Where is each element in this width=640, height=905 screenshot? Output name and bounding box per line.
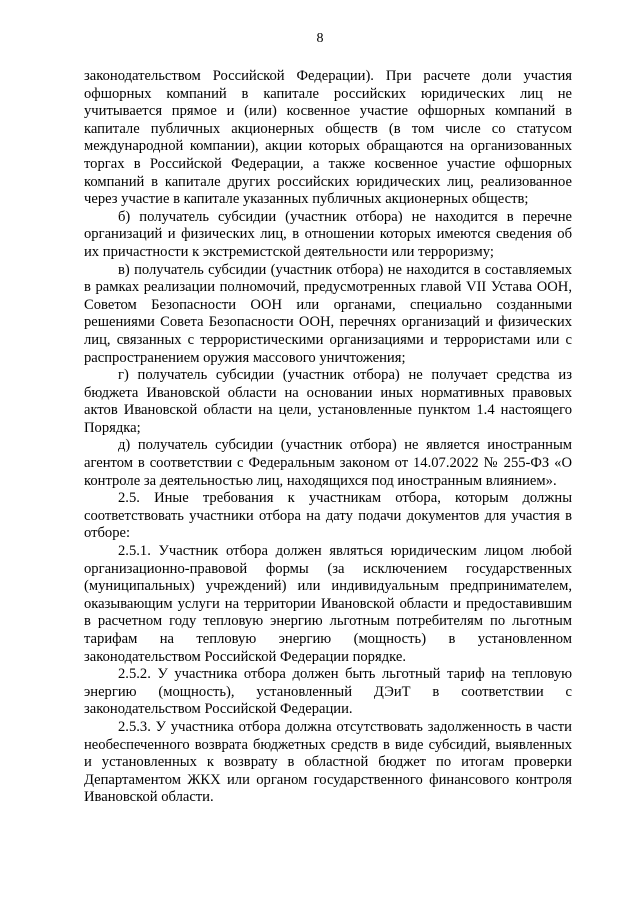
paragraph-2-5-3: 2.5.3. У участника отбора должна отсутствовать задолженность в части необеспеченного возврата бюджетных средств в виде субсидий, выявленных и установленных к возврату в областной бюджет по итогам проверки Департаментом ЖКХ или органом государственного финансового контроля Ивановской области. [84, 718, 572, 806]
document-body [84, 68, 572, 807]
page-number: 8 [316, 31, 324, 46]
paragraph-item-v: в) получатель субсидии (участник отбора) не находится в составляемых в рамках реализации полномочий, предусмотренных главой VII Устава ООН, Советом Безопасности ООН или органами, специально созданными решениями Совета Безопасности ООН, перечнях организаций и физических лиц, связанных с террористическими организациями и террористами или с распространением оружия массового уничтожения; [84, 261, 572, 366]
paragraph-continuation: законодательством Российской Федерации). При расчете доли участия офшорных компаний в капитале российских юридических лиц не учитывается прямое и (или) косвенное участие офшорных компаний в капитале публичных акционерных обществ (в том числе со статусом международной компании), акции которых обращаются на организованных торгах в Российской Федерации, а также косвенное участие офшорных компаний в капитале других российских юридических лиц, реализованное через участие в капитале указанных публичных акционерных обществ; [84, 68, 572, 208]
paragraph-item-g: г) получатель субсидии (участник отбора) не получает средства из бюджета Ивановской области на основании иных нормативных правовых актов Ивановской области на цели, установленные пунктом 1.4 настоящего Порядка; [84, 367, 572, 436]
paragraph-2-5-2: 2.5.2. У участника отбора должен быть льготный тариф на тепловую энергию (мощность), установленный ДЭиТ в соответствии с законодательством Российской Федерации. [84, 666, 572, 718]
paragraph-item-d: д) получатель субсидии (участник отбора) не является иностранным агентом в соответствии с Федеральным законом от 14.07.2022 № 255-ФЗ «О контроле за деятельностью лиц, находящихся под иностранным влиянием». [84, 437, 572, 489]
paragraph-2-5-1: 2.5.1. Участник отбора должен являться юридическим лицом любой организационно-правовой формы (за исключением государственных (муниципальных) учреждений) или индивидуальным предпринимателем, оказывающим услуги на территории Ивановской области и предоставившим в расчетном году тепловую энергию льготным потребителям по льготным тарифам на тепловую энергию (мощность) в установленном законодательством Российской Федерации порядке. [84, 543, 572, 665]
paragraph-2-5: 2.5. Иные требования к участникам отбора, которым должны соответствовать участники отбора на дату подачи документов для участия в отборе: [84, 490, 572, 542]
paragraph-item-b: б) получатель субсидии (участник отбора) не находится в перечне организаций и физических лиц, в отношении которых имеются сведения об их причастности к экстремистской деятельности или терроризму; [84, 208, 572, 260]
